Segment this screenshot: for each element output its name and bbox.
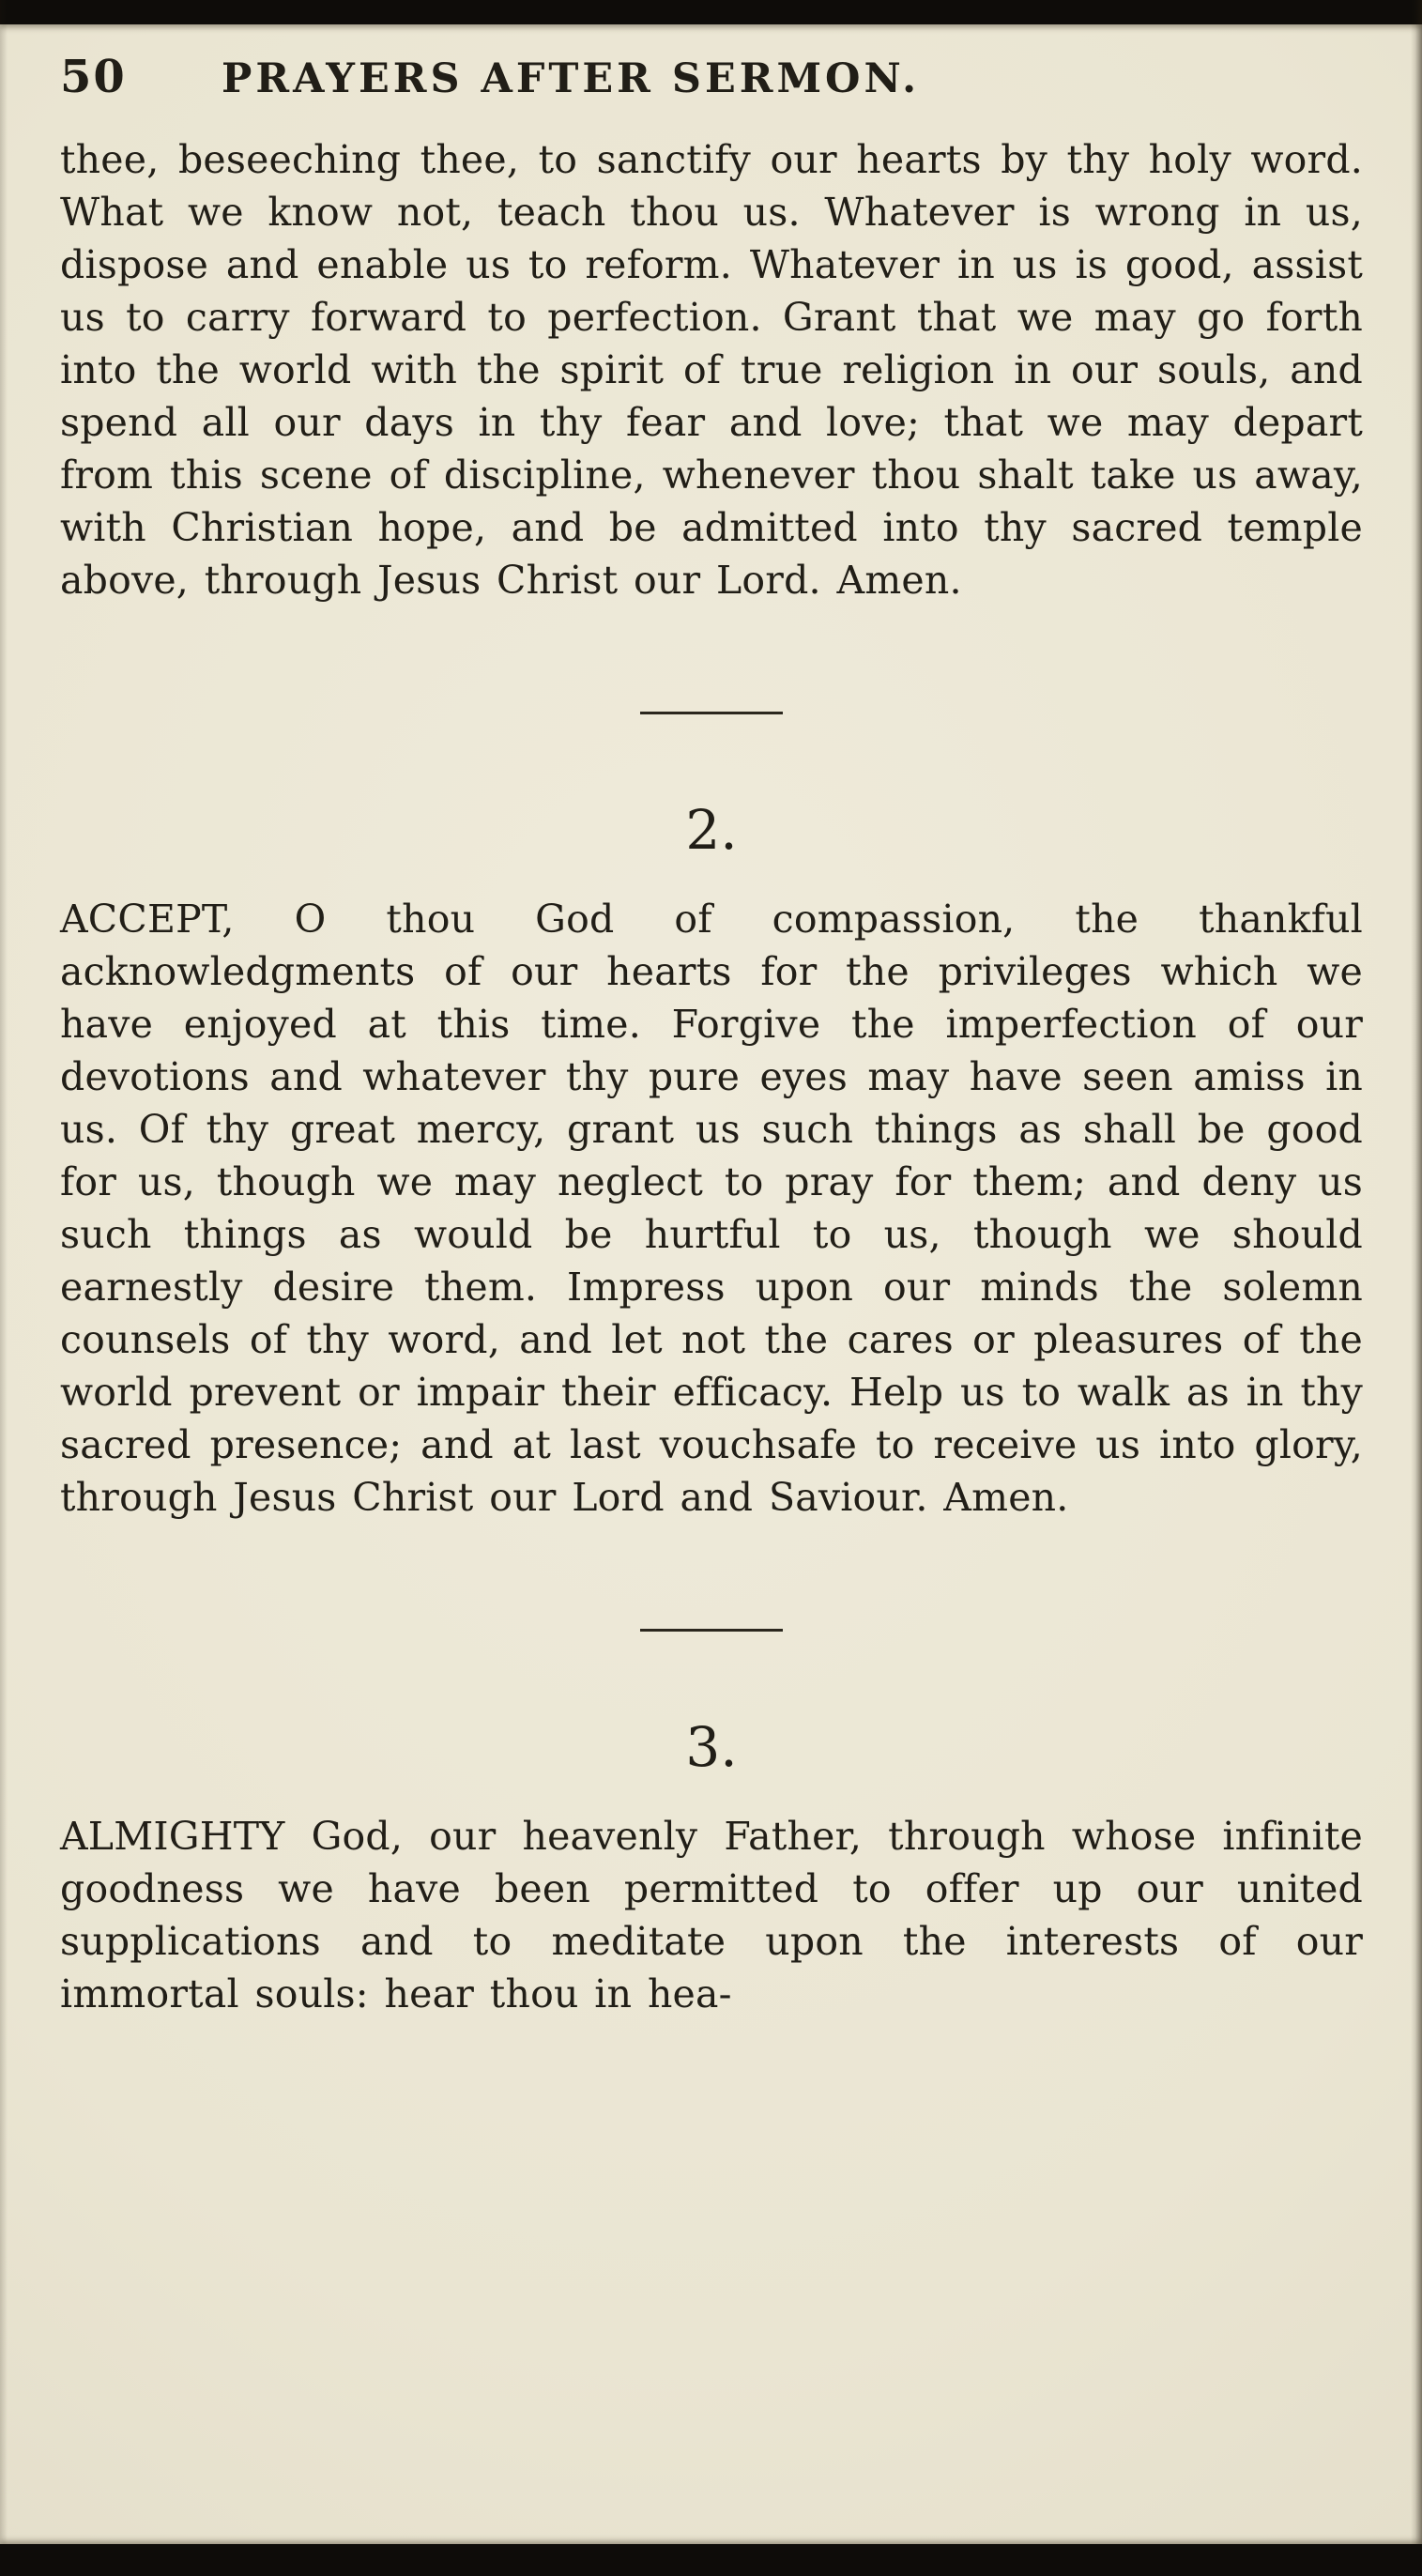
section-divider (640, 712, 783, 714)
section-divider (640, 1629, 783, 1632)
section-number-3: 3. (685, 1714, 738, 1779)
scan-edge-right (1411, 0, 1422, 2576)
text-block (60, 133, 1363, 2020)
scan-edge-bottom (0, 2544, 1422, 2576)
scan-edge-left (0, 0, 8, 2576)
page-number: 50 (60, 51, 127, 103)
prayer-paragraph-continuation: thee, beseeching thee, to sanctify our hearts by thy holy word. What we know not, teach thou us. Whatever is wrong in us, dispose and enable us to reform. Whatever in us is good, assist us to carry forward to perfection. Grant that we may go forth into the world with the spirit of true religion in our souls, and spend all our days in thy fear and love; that we may depart from this scene of discipline, whenever thou shalt take us away, with Christian hope, and be admitted into thy sacred temple above, through Jesus Christ our Lord. Amen. (60, 137, 1363, 603)
running-header-title: PRAYERS AFTER SERMON. (222, 55, 921, 102)
prayer-paragraph-2: ACCEPT, O thou God of compassion, the thankful acknowledgments of our hearts for the privileges which we have enjoyed at this time. Forgive the imperfection of our devotions and whatever thy pure eyes may have seen amiss in us. Of thy great mercy, grant us such things as shall be good for us, though we may neglect to pray for them; and deny us such things as would be hurtful to us, though we should earnestly desire them. Impress upon our minds the solemn counsels of thy word, and let not the cares or pleasures of the world prevent or impair their efficacy. Help us to walk as in thy sacred presence; and at last vouchsafe to receive us into glory, through Jesus Christ our Lord and Saviour. Amen. (60, 896, 1363, 1520)
running-header (0, 51, 1422, 111)
prayer-paragraph-3: ALMIGHTY God, our heavenly Father, through whose infinite goodness we have been permitted to offer up our united supplications and to meditate upon the interests of our immortal souls: hear thou in hea- (60, 1813, 1363, 2016)
scan-edge-top (0, 0, 1422, 24)
section-number-2: 2. (685, 798, 738, 862)
